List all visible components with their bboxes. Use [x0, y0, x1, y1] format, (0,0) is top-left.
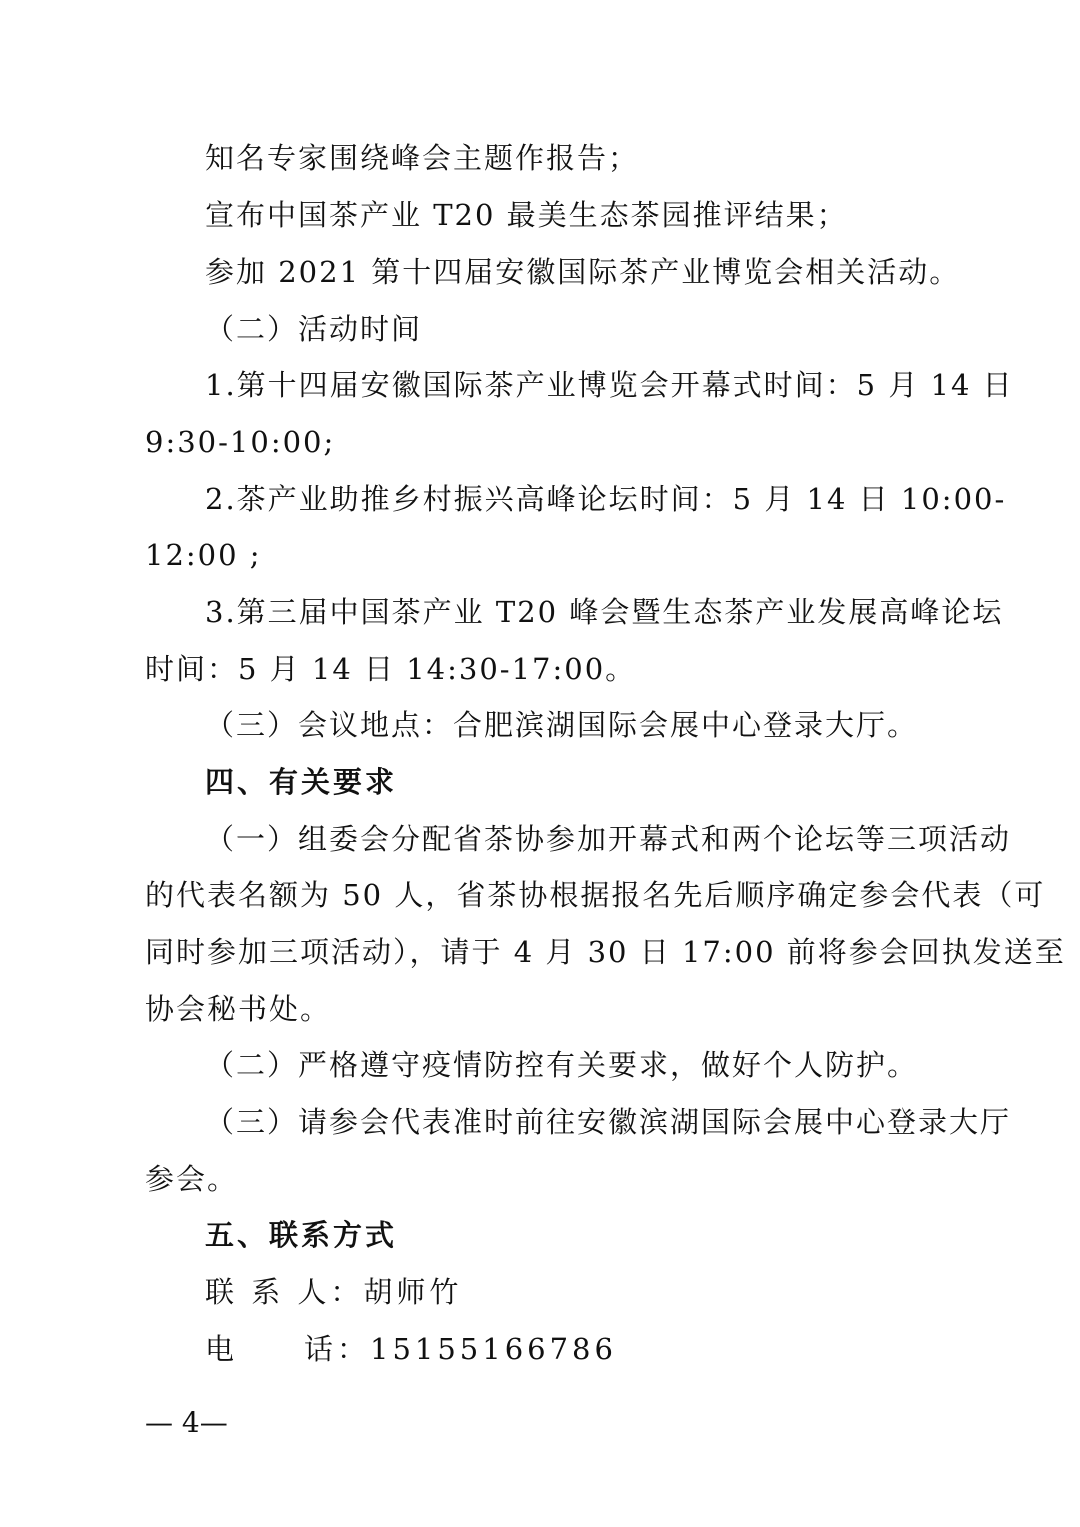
section-heading: 四、有关要求: [205, 765, 398, 799]
body-line: 的代表名额为 50 人，省茶协根据报名先后顺序确定参会代表（可: [145, 878, 1046, 912]
body-line: 3.第三届中国茶产业 T20 峰会暨生态茶产业发展高峰论坛: [205, 595, 1004, 629]
body-line: 宣布中国茶产业 T20 最美生态茶园推评结果；: [205, 198, 848, 232]
body-line: （二）严格遵守疫情防控有关要求，做好个人防护。: [205, 1048, 919, 1082]
body-line: 同时参加三项活动），请于 4 月 30 日 17:00 前将参会回执发送至: [145, 935, 1066, 969]
body-line: 2.茶产业助推乡村振兴高峰论坛时间：5 月 14 日 10:00-: [205, 482, 1007, 516]
contact-phone: 电 话：15155166786: [205, 1332, 617, 1366]
body-line: （一）组委会分配省茶协参加开幕式和两个论坛等三项活动: [205, 822, 1012, 856]
body-line: 参会。: [145, 1162, 239, 1196]
body-line: 9:30-10:00;: [145, 425, 336, 459]
body-line: 12:00 ;: [145, 538, 262, 572]
body-line: 时间：5 月 14 日 14:30-17:00。: [145, 652, 637, 686]
section-subheading: （二）活动时间: [205, 312, 423, 346]
contact-person: 联 系 人：胡师竹: [205, 1275, 463, 1309]
page-number: — 4—: [145, 1406, 228, 1439]
body-line: 知名专家围绕峰会主题作报告；: [205, 141, 640, 175]
body-line: 1.第十四届安徽国际茶产业博览会开幕式时间：5 月 14 日: [205, 368, 1014, 402]
body-line: 协会秘书处。: [145, 992, 332, 1026]
section-heading: 五、联系方式: [205, 1218, 398, 1252]
section-subheading: （三）会议地点：合肥滨湖国际会展中心登录大厅。: [205, 708, 919, 742]
body-line: 参加 2021 第十四届安徽国际茶产业博览会相关活动。: [205, 255, 961, 289]
body-line: （三）请参会代表准时前往安徽滨湖国际会展中心登录大厅: [205, 1105, 1012, 1139]
